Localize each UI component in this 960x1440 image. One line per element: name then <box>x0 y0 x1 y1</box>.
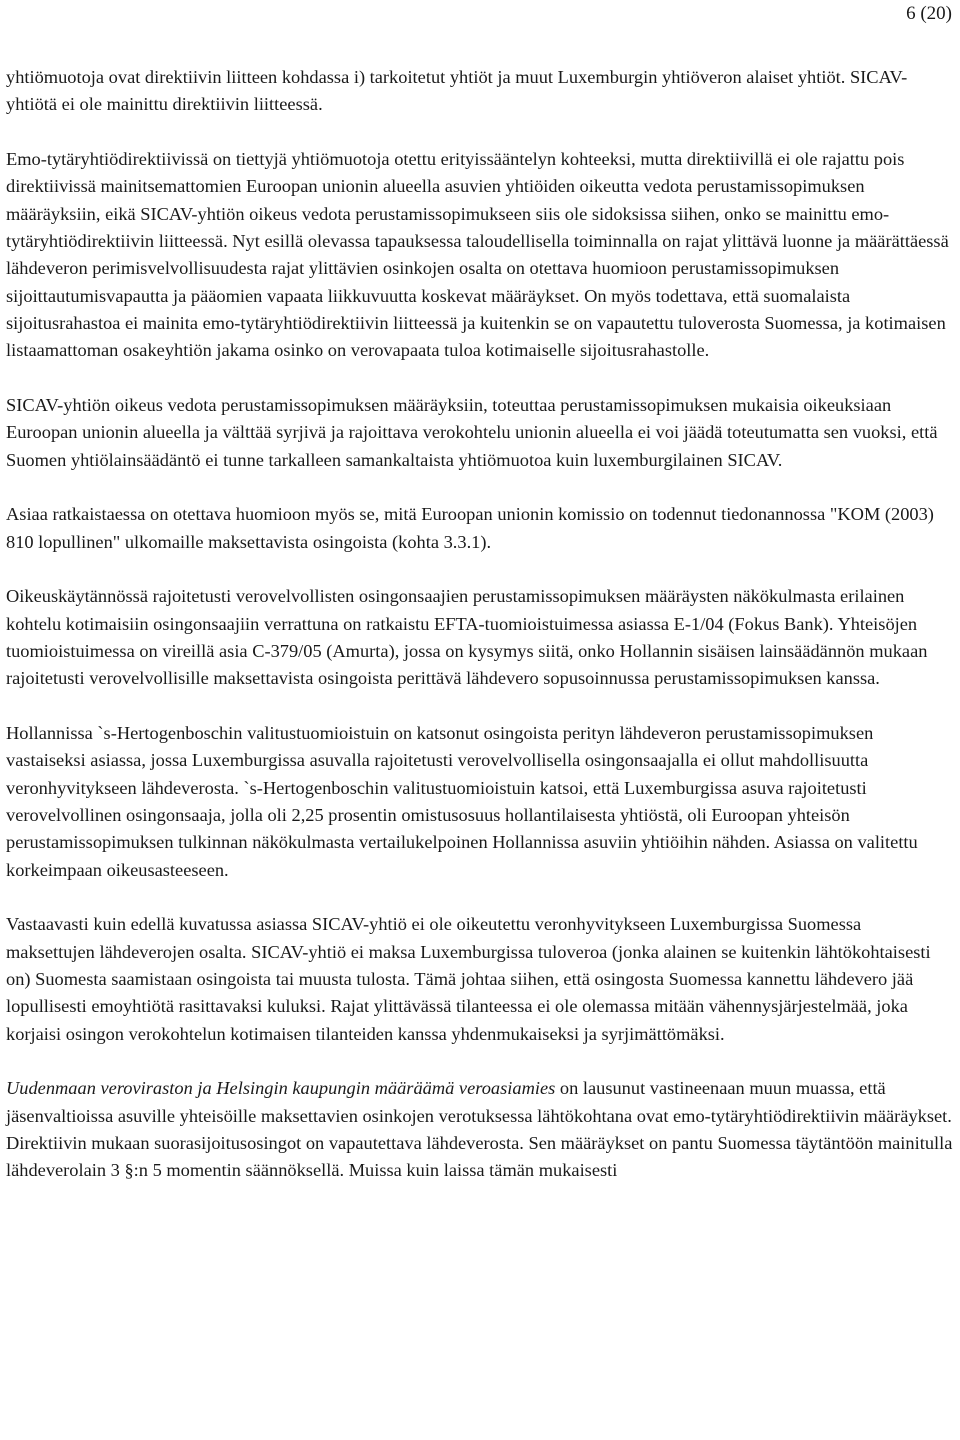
paragraph-8-text: on lausunut vastineenaan muun muassa, että jäsenvaltioissa asuville yhteisöille maksettavien osinkojen verotuksessa lähtökohtana ovat emo-tytäryhtiödirektiivin määräykset. Direktiivin mukaan suorasijoitusosingot on vapautettava lähdeverosta. Sen määräykset on pantu Suomessa täytäntöön mainitulla lähdeverolain 3 §:n 5 momentin säännöksellä. Muissa kuin laissa tämän mukaisesti <box>6 1078 953 1181</box>
paragraph-4: Asiaa ratkaistaessa on otettava huomioon myös se, mitä Euroopan unionin komissio on todennut tiedonannossa "KOM (2003) 810 lopullinen" ulkomaille maksettavista osingoista (kohta 3.3.1). <box>6 504 934 552</box>
paragraph-3: SICAV-yhtiön oikeus vedota perustamissopimuksen määräyksiin, toteuttaa perustamissopimuksen mukaisia oikeuksiaan Euroopan unionin alueella ja välttää syrjivä ja rajoittava verokohtelu unionin alueella ei voi jäädä toteutumatta sen vuoksi, että Suomen yhtiölainsäädäntö ei tunne tarkalleen samankaltaista yhtiömuotoa kuin luxemburgilainen SICAV. <box>6 394 938 470</box>
paragraph-5: Oikeuskäytännössä rajoitetusti verovelvollisten osingonsaajien perustamissopimuksen määräysten näkökulmasta erilainen kohtelu kotimaisiin osingonsaajiin verrattuna on ratkaistu EFTA-tuomioistuimessa asiassa E-1/04 (Fokus Bank). Yhteisöjen tuomioistuimessa on vireillä asia C-379/05 (Amurta), jossa on kysymys siitä, onko Hollannin sisäisen lainsäädännön mukaan rajoitetusti verovelvollisille maksettavista osingoista perittävä lähdevero sopusoinnussa perustamissopimuksen kanssa. <box>6 586 928 689</box>
paragraph-1: yhtiömuotoja ovat direktiivin liitteen kohdassa i) tarkoitetut yhtiöt ja muut Luxemburgin yhtiöveron alaiset yhtiöt. SICAV-yhtiötä ei ole mainittu direktiivin liitteessä. <box>6 67 908 115</box>
paragraph-8 <box>6 1075 954 1184</box>
paragraph-2: Emo-tytäryhtiödirektiivissä on tiettyjä yhtiömuotoja otettu erityissääntelyn kohteeksi, mutta direktiivillä ei ole rajattu pois direktiivissä mainitsemattomien Euroopan unionin alueella asuvien yhtiöiden oikeutta vedota perustamissopimuksen määräyksiin, eikä SICAV-yhtiön oikeus vedota perustamissopimukseen siis ole sidoksissa siihen, onko se mainittu emo-tytäryhtiödirektiivin liitteessä. Nyt esillä olevassa tapauksessa taloudellisella toiminnalla on rajat ylittävä luonne ja määrättäessä lähdeveron perimisvelvollisuudesta rajat ylittävien osinkojen osalta on otettava huomioon perustamissopimuksen sijoittautumisvapautta ja pääomien vapaata liikkuvuutta koskevat määräykset. On myös todettava, että suomalaista sijoitusrahastoa ei mainita emo-tytäryhtiödirektiivin liitteessä ja kuitenkin se on vapautettu tuloverosta Suomessa, ja kotimaisen listaamattoman osakeyhtiön jakama osinko on verovapaata tuloa kotimaiselle sijoitusrahastolle. <box>6 149 949 361</box>
document-body <box>6 64 954 1212</box>
page-number: 6 (20) <box>906 3 952 24</box>
italic-lead: Uudenmaan veroviraston ja Helsingin kaupungin määräämä veroasiamies <box>6 1078 556 1099</box>
paragraph-6: Hollannissa `s-Hertogenboschin valitustuomioistuin on katsonut osingoista perityn lähdeveron perustamissopimuksen vastaiseksi asiassa, jossa Luxemburgissa asuvalla rajoitetusti verovelvollisella osingonsaajalla ei ollut mahdollisuutta veronhyvitykseen lähdeverosta. `s-Hertogenboschin valitustuomioistuin katsoi, että Luxemburgissa asuva rajoitetusti verovelvollinen osingonsaaja, jolla oli 2,25 prosentin omistusosuus hollantilaisesta yhtiöstä, oli Euroopan yhteisön perustamissopimuksen tulkinnan näkökulmasta vertailukelpoinen Hollannissa asuviin yhtiöihin nähden. Asiassa on valitettu korkeimpaan oikeusasteeseen. <box>6 723 918 880</box>
paragraph-7: Vastaavasti kuin edellä kuvatussa asiassa SICAV-yhtiö ei ole oikeutettu veronhyvitykseen Luxemburgissa Suomessa maksettujen lähdeverojen osalta. SICAV-yhtiö ei maksa Luxemburgissa tuloveroa (jonka alainen se kuitenkin lähtökohtaisesti on) Suomesta saamistaan osingoista tai muusta tulosta. Tämä johtaa siihen, että osingosta Suomessa kannettu lähdevero jää lopullisesti emoyhtiötä rasittavaksi kuluksi. Rajat ylittävässä tilanteessa ei ole olemassa mitään vähennysjärjestelmää, joka korjaisi osingon verokohtelun kotimaisen tilanteiden kanssa yhdenmukaiseksi ja syrjimättömäksi. <box>6 914 931 1044</box>
